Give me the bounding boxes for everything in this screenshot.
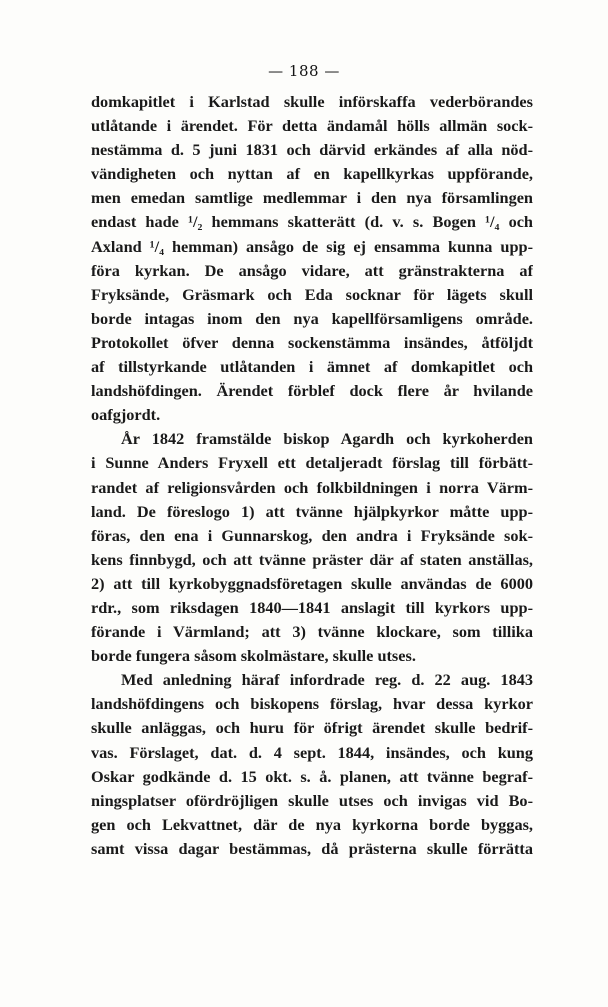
text-line: ningsplatser ofördröjligen skulle utses och invigas vid Bo- xyxy=(91,790,533,810)
text-line: randet af religionsvården och folkbildningen i norra Värm- xyxy=(91,477,533,497)
text-line: Protokollet öfver denna sockenstämma insändes, åtföljdt xyxy=(91,332,533,352)
text-line: nestämma d. 5 juni 1831 och därvid erkändes af alla nöd- xyxy=(91,140,533,160)
text-line: i Sunne Anders Fryxell ett detaljeradt förslag till förbätt- xyxy=(91,453,533,473)
text-line: borde intagas inom den nya kapellförsamligens område. xyxy=(91,308,533,328)
text-line: af tillstyrkande utlåtanden i ämnet af domkapitlet och xyxy=(91,357,533,377)
text-line: oafgjordt. xyxy=(91,405,161,425)
text-line: vändigheten och nyttan af en kapellkyrkas uppförande, xyxy=(91,164,533,184)
text-line: Med anledning häraf infordrade reg. d. 22 aug. 1843 xyxy=(121,670,533,690)
text-line: År 1842 framstälde biskop Agardh och kyrkoherden xyxy=(121,429,533,449)
text-line: samt vissa dagar bestämmas, då prästerna skulle förrätta xyxy=(91,838,533,858)
text-line: land. De föreslogo 1) att tvänne hjälpkyrkor måtte upp- xyxy=(91,501,533,521)
text-line: kens finnbygd, och att tvänne präster där af staten anställas, xyxy=(91,549,533,569)
text-line: landshöfdingens och biskopens förslag, hvar dessa kyrkor xyxy=(91,694,533,714)
body-text xyxy=(91,90,533,861)
text-line: utlåtande i ärendet. För detta ändamål hölls allmän sock- xyxy=(91,116,533,136)
text-line: skulle anläggas, och huru för öfrigt ärendet skulle bedrif- xyxy=(91,718,533,738)
text-line: landshöfdingen. Ärendet förblef dock flere år hvilande xyxy=(91,381,533,401)
text-line: förande i Värmland; att 3) tvänne klockare, som tillika xyxy=(91,622,533,642)
page-number: — 188 — xyxy=(268,62,340,80)
text-line: gen och Lekvattnet, där de nya kyrkorna borde byggas, xyxy=(91,814,533,834)
text-line: föras, den ena i Gunnarskog, den andra i Fryksände sok- xyxy=(91,525,533,545)
text-line: 2) att till kyrkobyggnadsföretagen skulle användas de 6000 xyxy=(91,573,533,593)
text-line: Fryksände, Gräsmark och Eda socknar för lägets skull xyxy=(91,284,533,304)
text-line: endast hade ¹/₂ hemmans skatterätt (d. v. s. Bogen ¹/₄ och xyxy=(91,212,533,232)
text-line: Oskar godkände d. 15 okt. s. å. planen, att tvänne begraf- xyxy=(91,766,533,786)
text-line: domkapitlet i Karlstad skulle införskaffa vederbörandes xyxy=(91,92,533,111)
text-line: borde fungera såsom skolmästare, skulle utses. xyxy=(91,646,416,666)
text-line: föra kyrkan. De ansågo vidare, att gränstrakterna af xyxy=(91,260,533,280)
text-line: vas. Förslaget, dat. d. 4 sept. 1844, insändes, och kung xyxy=(91,742,533,762)
text-line: Axland ¹/₄ hemman) ansågo de sig ej ensamma kunna upp- xyxy=(91,236,533,256)
text-line: rdr., som riksdagen 1840—1841 anslagit till kyrkors upp- xyxy=(91,597,533,617)
text-line: men emedan samtlige medlemmar i den nya församlingen xyxy=(91,188,533,208)
